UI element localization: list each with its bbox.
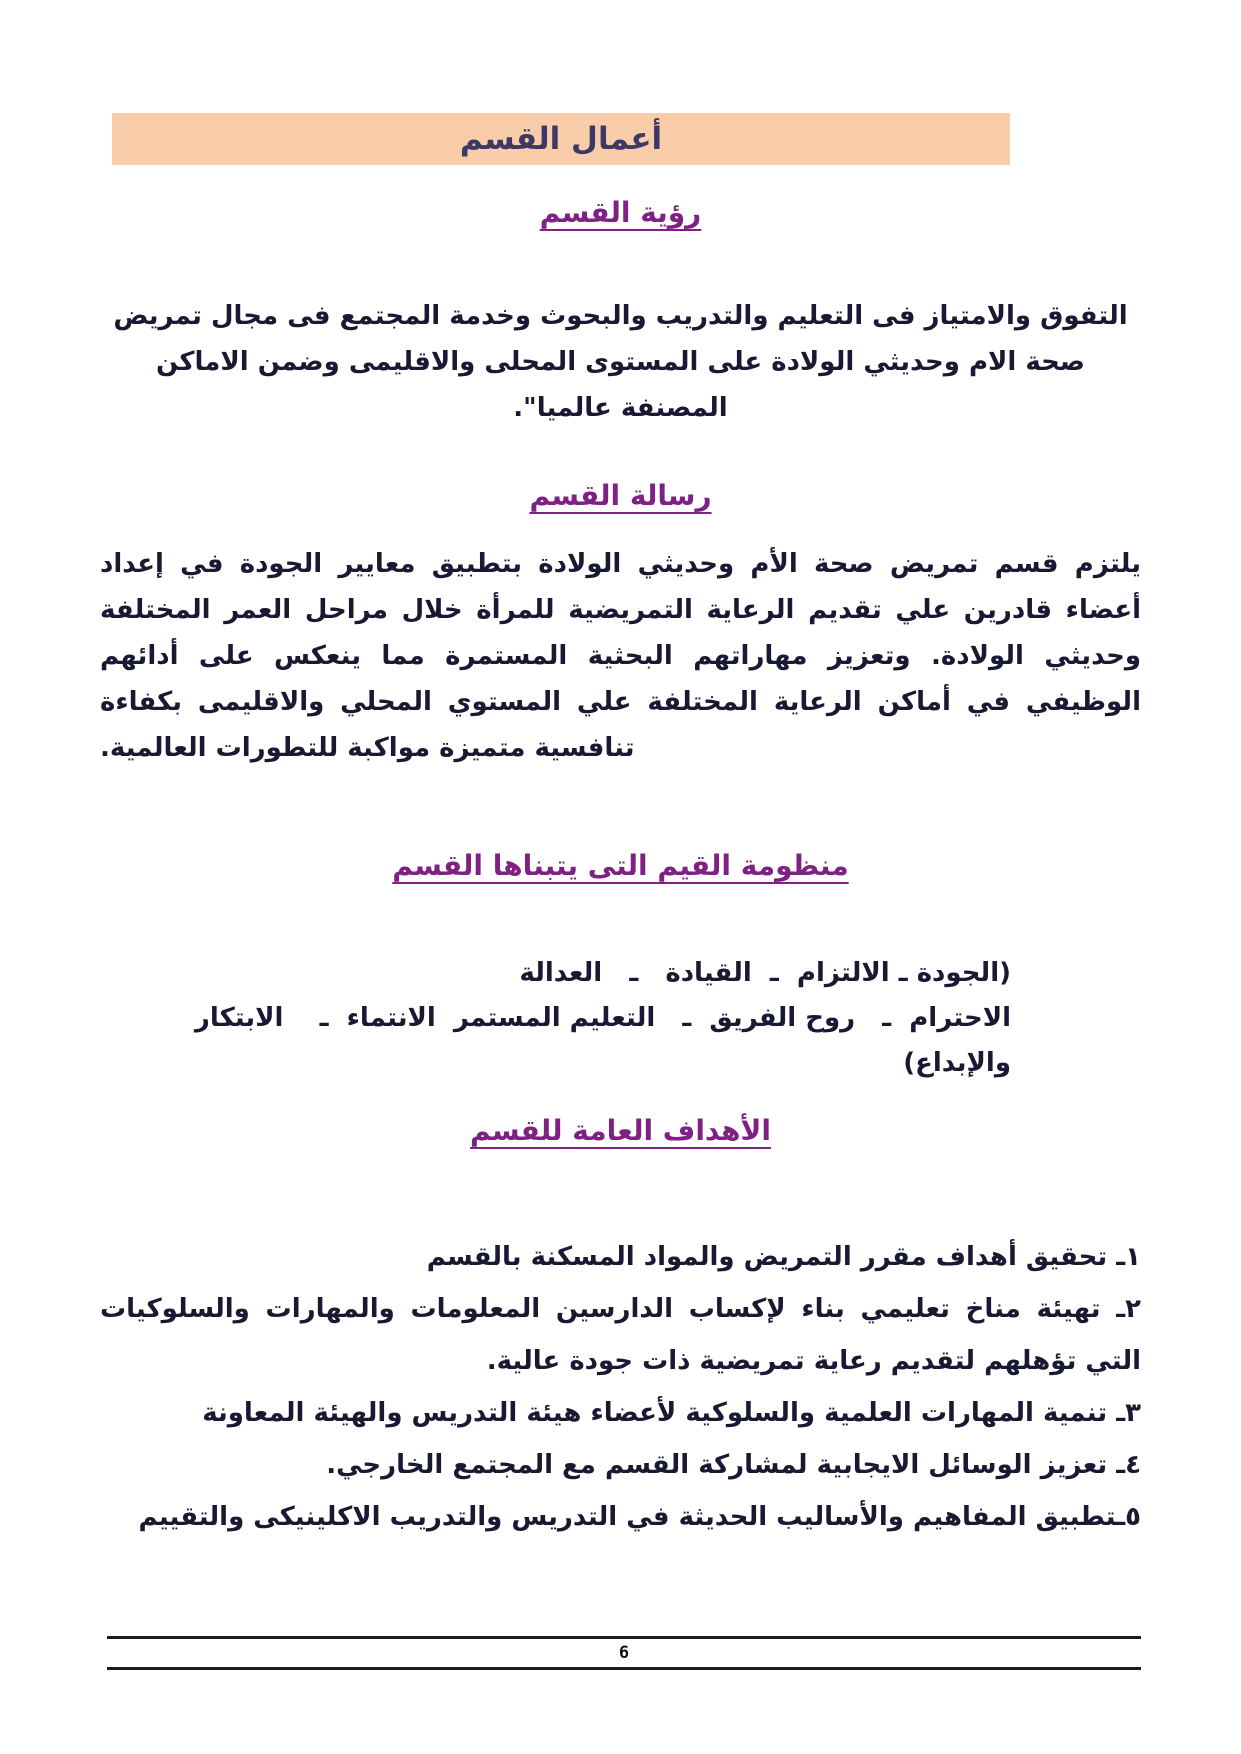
values-block [100, 951, 1011, 1086]
values-line-1: (الجودة ـ الالتزام ـ القيادة ـ العدالة [519, 958, 1011, 988]
objectives-heading: الأهداف العامة للقسم [470, 1114, 771, 1147]
page-title: أعمال القسم [459, 121, 663, 157]
footer-bottom-rule [107, 1667, 1141, 1670]
objectives-list [100, 1231, 1141, 1543]
page-number: 6 [618, 1643, 630, 1663]
objective-item-4: ٤ـ تعزيز الوسائل الايجابية لمشاركة القسم مع المجتمع الخارجي. [326, 1450, 1141, 1480]
vision-heading: رؤية القسم [539, 196, 702, 229]
values-line-2: الاحترام ـ روح الفريق ـ التعليم المستمر الانتماء ـ الابتكار والإبداع) [185, 1003, 1011, 1078]
objective-item-3: ٣ـ تنمية المهارات العلمية والسلوكية لأعضاء هيئة التدريس والهيئة المعاونة [202, 1398, 1141, 1428]
mission-heading: رسالة القسم [529, 479, 712, 512]
objective-item-5: ٥ـتطبيق المفاهيم والأساليب الحديثة في التدريس والتدريب الاكلينيكى والتقييم [138, 1502, 1141, 1532]
values-heading: منظومة القيم التى يتبناها القسم [392, 849, 849, 882]
objective-item-1: ١ـ تحقيق أهداف مقرر التمريض والمواد المسكنة بالقسم [426, 1242, 1141, 1272]
objective-item-2: ٢ـ تهيئة مناخ تعليمي بناء لإكساب الدارسين المعلومات والمهارات والسلوكيات التي تؤهلهم لتقديم رعاية تمريضية ذات جودة عالية. [100, 1294, 1141, 1376]
page-footer [107, 1636, 1141, 1670]
mission-paragraph: يلتزم قسم تمريض صحة الأم وحديثي الولادة بتطبيق معايير الجودة في إعداد أعضاء قادرين علي تقديم الرعاية التمريضية للمرأة خلال مراحل العمر المختلفة وحديثي الولادة. وتعزيز مهاراتهم البحثية المستمرة مما ينعكس على أدائهم الوظيفي في أماكن الرعاية المختلفة علي المستوي المحلي والاقليمى بكفاءة تنافسية متميزة مواكبة للتطورات العالمية. [100, 549, 1141, 763]
vision-paragraph: التفوق والامتياز فى التعليم والتدريب والبحوث وخدمة المجتمع فى مجال تمريض صحة الام وحديثي الولادة على المستوى المحلى والاقليمى وضمن الاماكن المصنفة عالميا". [113, 301, 1128, 423]
page-title-banner [112, 113, 1010, 165]
